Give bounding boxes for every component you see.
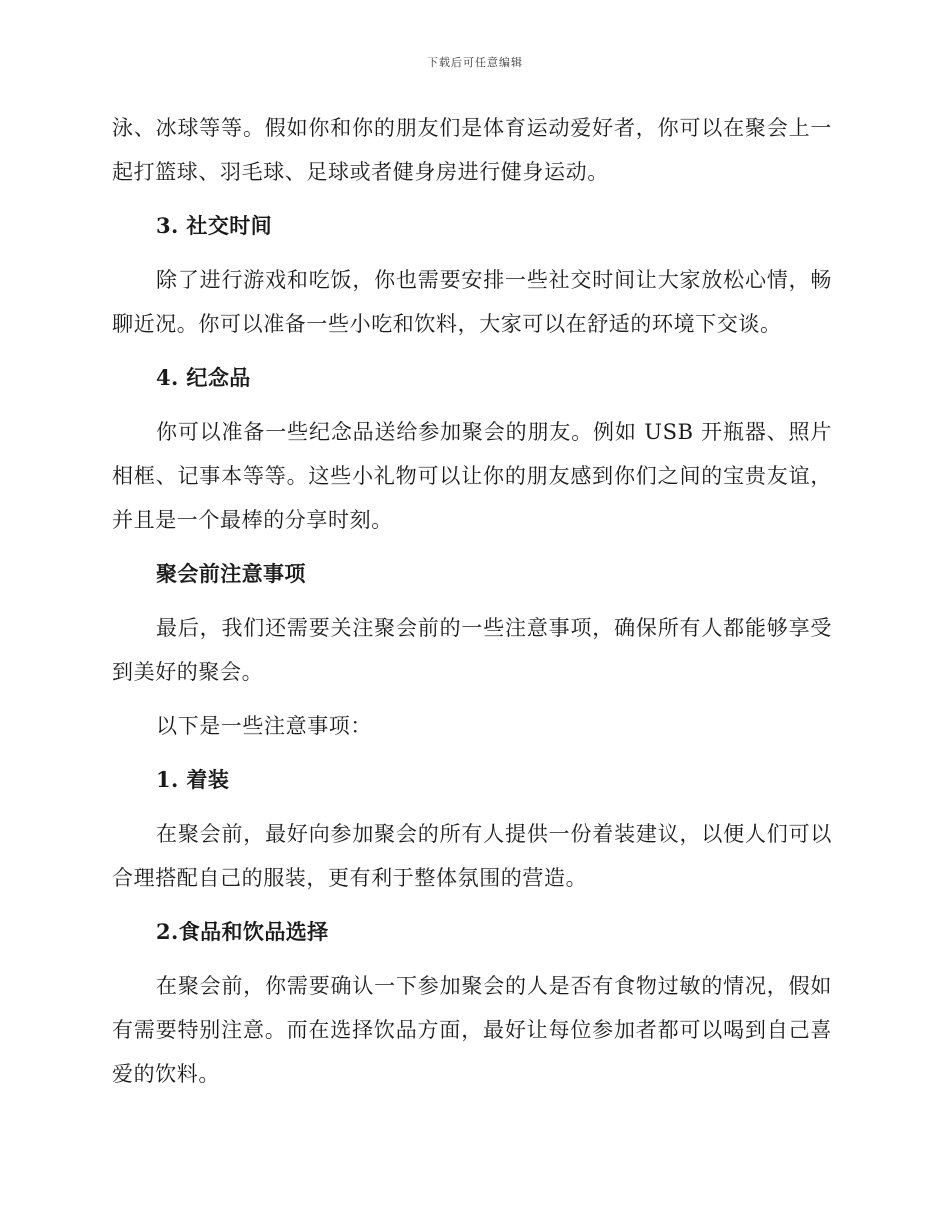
heading-food-drinks: 2.食品和饮品选择 <box>156 919 329 944</box>
paragraph-dress: 在聚会前，最好向参加聚会的所有人提供一份着装建议，以便人们可以合理搭配自己的服装，更有利于整体氛围的营造。 <box>112 822 832 890</box>
document-body <box>112 106 832 1106</box>
paragraph-pre-party-intro: 最后，我们还需要关注聚会前的一些注意事项，确保所有人都能够享受到美好的聚会。 <box>112 616 832 684</box>
page-header: 下载后可任意编辑 <box>427 56 523 69</box>
paragraph-notes-lead: 以下是一些注意事项： <box>156 714 372 738</box>
paragraph-social-time: 除了进行游戏和吃饭，你也需要安排一些社交时间让大家放松心情，畅聊近况。你可以准备一些小吃和饮料，大家可以在舒适的环境下交谈。 <box>112 268 832 336</box>
heading-social-time: 3. 社交时间 <box>156 213 273 238</box>
paragraph-food-drinks: 在聚会前，你需要确认一下参加聚会的人是否有食物过敏的情况，假如有需要特别注意。而在选择饮品方面，最好让每位参加者都可以喝到自己喜爱的饮料。 <box>112 974 832 1086</box>
paragraph-souvenirs: 你可以准备一些纪念品送给参加聚会的朋友。例如 USB 开瓶器、照片相框、记事本等等。这些小礼物可以让你的朋友感到你们之间的宝贵友谊，并且是一个最棒的分享时刻。 <box>112 420 832 532</box>
heading-pre-party-notes: 聚会前注意事项 <box>156 561 306 586</box>
heading-dress: 1. 着装 <box>156 767 230 792</box>
paragraph-sports-continued: 泳、冰球等等。假如你和你的朋友们是体育运动爱好者，你可以在聚会上一起打篮球、羽毛球、足球或者健身房进行健身运动。 <box>112 116 832 184</box>
heading-souvenirs: 4. 纪念品 <box>156 365 251 390</box>
